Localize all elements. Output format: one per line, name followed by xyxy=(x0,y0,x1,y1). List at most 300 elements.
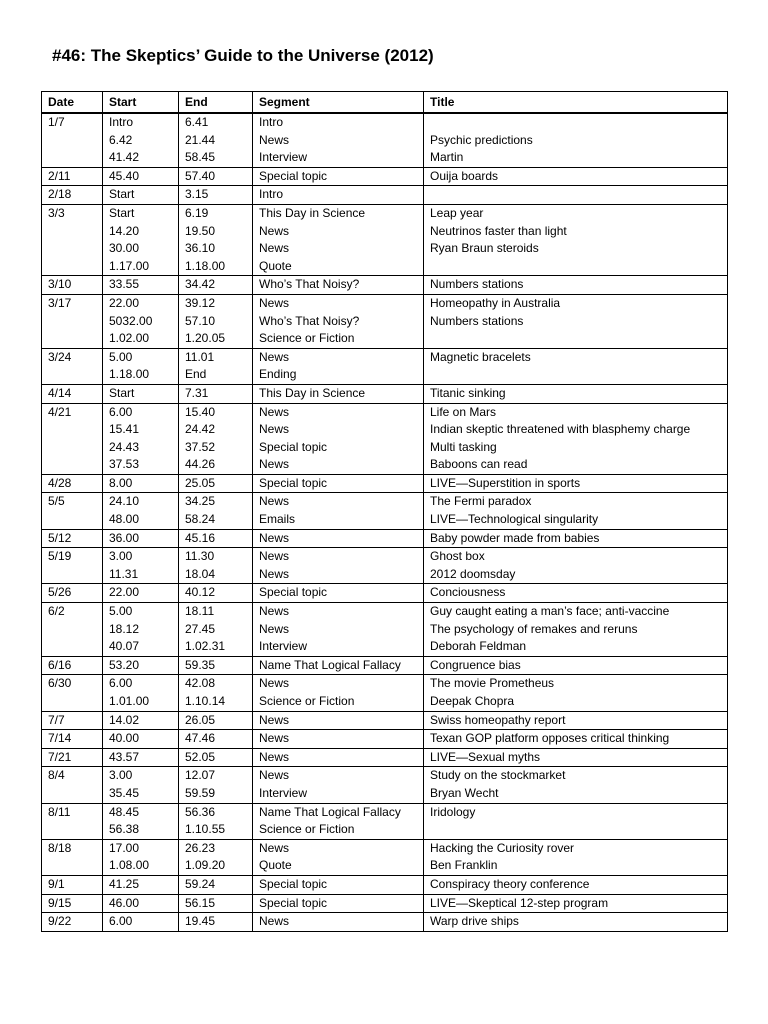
start-cell xyxy=(103,767,179,803)
segment-value: News xyxy=(259,604,290,619)
title-value xyxy=(430,330,727,348)
segment-cell xyxy=(253,348,424,384)
table-row xyxy=(42,204,728,275)
title-value: Psychic predictions xyxy=(430,132,533,147)
title-value: Life on Mars xyxy=(430,404,497,419)
title-value: LIVE—Skeptical 12-step program xyxy=(430,895,609,910)
start-cell xyxy=(103,711,179,730)
start-value: 11.31 xyxy=(109,566,139,581)
end-cell xyxy=(179,204,253,275)
start-cell xyxy=(103,548,179,584)
title-value: Titanic sinking xyxy=(430,385,506,400)
title-cell xyxy=(424,913,728,932)
title-cell xyxy=(424,656,728,675)
title-cell xyxy=(424,875,728,894)
segment-value: Name That Logical Fallacy xyxy=(259,657,401,672)
date-cell: 1/7 xyxy=(42,113,103,167)
segment-value: Science or Fiction xyxy=(259,822,355,837)
start-cell xyxy=(103,529,179,548)
segment-value: Interview xyxy=(259,785,308,800)
title-cell xyxy=(424,403,728,474)
segment-value: News xyxy=(259,749,290,764)
title-cell xyxy=(424,548,728,584)
start-cell xyxy=(103,584,179,603)
date-cell: 9/15 xyxy=(42,894,103,913)
title-value: Congruence bias xyxy=(430,657,521,672)
start-cell xyxy=(103,603,179,657)
end-cell xyxy=(179,294,253,348)
title-cell xyxy=(424,675,728,711)
start-value: 40.00 xyxy=(109,731,140,746)
table-row xyxy=(42,894,728,913)
date-cell: 8/18 xyxy=(42,839,103,875)
start-value: 3.00 xyxy=(109,549,133,564)
end-cell xyxy=(179,529,253,548)
date-cell: 9/22 xyxy=(42,913,103,932)
title-cell xyxy=(424,529,728,548)
end-value: 44.26 xyxy=(185,457,216,472)
date-cell: 4/21 xyxy=(42,403,103,474)
start-value: 1.18.00 xyxy=(109,367,150,382)
start-cell xyxy=(103,894,179,913)
title-value: Leap year xyxy=(430,205,484,220)
date-cell: 6/16 xyxy=(42,656,103,675)
segment-value: Quote xyxy=(259,258,292,273)
title-value: Hacking the Curiosity rover xyxy=(430,840,575,855)
title-cell xyxy=(424,711,728,730)
title-cell xyxy=(424,186,728,205)
segment-value: News xyxy=(259,530,290,545)
start-value: 1.17.00 xyxy=(109,258,150,273)
segment-value: Quote xyxy=(259,858,292,873)
title-value: Ryan Braun steroids xyxy=(430,241,539,256)
end-value: 42.08 xyxy=(185,676,216,691)
end-value: 58.45 xyxy=(185,150,216,165)
segment-value: Who’s That Noisy? xyxy=(259,313,360,328)
start-cell xyxy=(103,875,179,894)
segment-cell xyxy=(253,730,424,749)
title-value: The movie Prometheus xyxy=(430,676,555,691)
title-cell xyxy=(424,113,728,167)
segment-cell xyxy=(253,529,424,548)
end-value: 56.15 xyxy=(185,895,216,910)
segment-value: News xyxy=(259,549,290,564)
title-cell xyxy=(424,803,728,839)
title-cell xyxy=(424,276,728,295)
start-value: 5032.00 xyxy=(109,313,153,328)
title-value: The psychology of remakes and reruns xyxy=(430,621,638,636)
end-value: 18.11 xyxy=(185,604,215,619)
title-cell xyxy=(424,839,728,875)
start-cell xyxy=(103,403,179,474)
title-cell xyxy=(424,603,728,657)
end-cell xyxy=(179,113,253,167)
date-cell: 3/3 xyxy=(42,204,103,275)
title-value: The Fermi paradox xyxy=(430,494,532,509)
segment-cell xyxy=(253,803,424,839)
end-value: 34.25 xyxy=(185,494,216,509)
end-value: 59.35 xyxy=(185,657,216,672)
end-value: 45.16 xyxy=(185,530,216,545)
date-cell: 2/11 xyxy=(42,167,103,186)
start-value: 17.00 xyxy=(109,840,140,855)
segment-cell xyxy=(253,711,424,730)
segment-value: News xyxy=(259,494,290,509)
segment-cell xyxy=(253,493,424,529)
table-row xyxy=(42,913,728,932)
end-cell xyxy=(179,167,253,186)
start-cell xyxy=(103,493,179,529)
start-cell xyxy=(103,474,179,493)
table-row xyxy=(42,348,728,384)
end-value: End xyxy=(185,367,207,382)
table-row xyxy=(42,656,728,675)
date-cell: 4/28 xyxy=(42,474,103,493)
segment-value: Special topic xyxy=(259,876,328,891)
table-row xyxy=(42,675,728,711)
start-value: 5.00 xyxy=(109,604,133,619)
title-cell xyxy=(424,474,728,493)
end-value: 26.05 xyxy=(185,712,216,727)
end-value: 1.18.00 xyxy=(185,258,226,273)
table-row xyxy=(42,474,728,493)
start-value: 37.53 xyxy=(109,457,140,472)
table-row xyxy=(42,113,728,167)
end-value: 1.20.05 xyxy=(185,331,226,346)
date-cell: 5/26 xyxy=(42,584,103,603)
date-cell: 7/14 xyxy=(42,730,103,749)
title-cell xyxy=(424,730,728,749)
segment-value: Science or Fiction xyxy=(259,331,355,346)
segment-value: News xyxy=(259,840,290,855)
table-row xyxy=(42,294,728,348)
segment-value: News xyxy=(259,676,290,691)
column-header-title: Title xyxy=(424,92,728,114)
segment-cell xyxy=(253,839,424,875)
end-value: 36.10 xyxy=(185,241,216,256)
end-cell xyxy=(179,913,253,932)
start-value: 45.40 xyxy=(109,168,140,183)
start-cell xyxy=(103,839,179,875)
segment-value: Interview xyxy=(259,150,308,165)
end-value: 57.10 xyxy=(185,313,216,328)
episode-table xyxy=(41,91,728,932)
table-row xyxy=(42,403,728,474)
title-cell xyxy=(424,294,728,348)
segment-value: Intro xyxy=(259,115,284,129)
segment-value: News xyxy=(259,712,290,727)
end-value: 40.12 xyxy=(185,585,216,600)
end-cell xyxy=(179,474,253,493)
end-cell xyxy=(179,603,253,657)
end-cell xyxy=(179,384,253,403)
title-value: Baboons can read xyxy=(430,457,528,472)
start-cell xyxy=(103,913,179,932)
column-header-start: Start xyxy=(103,92,179,114)
title-value: Ben Franklin xyxy=(430,858,498,873)
segment-value: Name That Logical Fallacy xyxy=(259,804,401,819)
title-value: Conciousness xyxy=(430,585,506,600)
end-value: 1.02.31 xyxy=(185,639,226,654)
title-value: Deborah Feldman xyxy=(430,639,527,654)
start-cell xyxy=(103,113,179,167)
end-value: 47.46 xyxy=(185,731,216,746)
end-value: 39.12 xyxy=(185,295,216,310)
start-value: 14.02 xyxy=(109,712,140,727)
end-value: 1.10.14 xyxy=(185,694,226,708)
segment-cell xyxy=(253,894,424,913)
start-value: Start xyxy=(109,385,135,400)
start-cell xyxy=(103,730,179,749)
start-value: 40.07 xyxy=(109,639,140,654)
end-cell xyxy=(179,186,253,205)
segment-value: Special topic xyxy=(259,439,328,454)
start-value: 48.00 xyxy=(109,512,140,527)
start-cell xyxy=(103,656,179,675)
title-cell xyxy=(424,167,728,186)
start-cell xyxy=(103,186,179,205)
end-value: 19.50 xyxy=(185,223,216,238)
start-value: 1.08.00 xyxy=(109,858,150,873)
title-value: Guy caught eating a man’s face; anti-vaccine xyxy=(430,604,670,619)
column-header-end: End xyxy=(179,92,253,114)
segment-value: News xyxy=(259,566,290,581)
segment-cell xyxy=(253,403,424,474)
title-cell xyxy=(424,348,728,384)
title-cell xyxy=(424,204,728,275)
title-value: LIVE—Sexual myths xyxy=(430,749,541,764)
start-value: 36.00 xyxy=(109,530,140,545)
date-cell: 6/30 xyxy=(42,675,103,711)
end-cell xyxy=(179,839,253,875)
title-value: Ghost box xyxy=(430,549,485,564)
title-value: Ouija boards xyxy=(430,168,499,183)
title-value: LIVE—Superstition in sports xyxy=(430,475,581,490)
date-cell: 3/17 xyxy=(42,294,103,348)
start-value: 41.25 xyxy=(109,876,140,891)
end-value: 1.09.20 xyxy=(185,858,226,873)
table-row xyxy=(42,803,728,839)
title-value: Swiss homeopathy report xyxy=(430,712,566,727)
table-row xyxy=(42,529,728,548)
date-cell: 5/5 xyxy=(42,493,103,529)
title-value: Magnetic bracelets xyxy=(430,349,531,364)
table-body xyxy=(42,113,728,931)
segment-value: News xyxy=(259,132,290,147)
segment-value: Interview xyxy=(259,639,308,654)
end-value: 59.59 xyxy=(185,785,216,800)
table-row xyxy=(42,875,728,894)
segment-cell xyxy=(253,675,424,711)
table-row xyxy=(42,584,728,603)
table-row xyxy=(42,711,728,730)
end-cell xyxy=(179,803,253,839)
end-value: 21.44 xyxy=(185,132,216,147)
start-value: 35.45 xyxy=(109,785,140,800)
start-value: 41.42 xyxy=(109,150,140,165)
column-header-date: Date xyxy=(42,92,103,114)
title-value: Warp drive ships xyxy=(430,914,519,929)
start-cell xyxy=(103,276,179,295)
table-row xyxy=(42,384,728,403)
segment-value: Intro xyxy=(259,187,284,202)
start-value: 6.00 xyxy=(109,914,133,929)
end-cell xyxy=(179,584,253,603)
segment-cell xyxy=(253,167,424,186)
date-cell: 9/1 xyxy=(42,875,103,894)
title-value: Multi tasking xyxy=(430,439,497,454)
start-value: 43.57 xyxy=(109,749,140,764)
date-cell: 5/19 xyxy=(42,548,103,584)
start-value: Start xyxy=(109,205,135,220)
end-cell xyxy=(179,875,253,894)
start-value: Intro xyxy=(109,115,134,129)
date-cell: 7/7 xyxy=(42,711,103,730)
end-value: 18.04 xyxy=(185,566,216,581)
end-value: 12.07 xyxy=(185,768,216,783)
title-value: Numbers stations xyxy=(430,313,524,328)
title-value: LIVE—Technological singularity xyxy=(430,512,599,527)
segment-cell xyxy=(253,113,424,167)
date-cell: 8/4 xyxy=(42,767,103,803)
segment-cell xyxy=(253,584,424,603)
date-cell: 4/14 xyxy=(42,384,103,403)
header-row xyxy=(42,92,728,114)
segment-cell xyxy=(253,875,424,894)
start-cell xyxy=(103,294,179,348)
page-title: #46: The Skeptics’ Guide to the Universe (2012) xyxy=(52,46,434,65)
title-value: Indian skeptic threatened with blasphemy charge xyxy=(430,422,691,437)
title-value xyxy=(430,114,727,132)
end-cell xyxy=(179,711,253,730)
end-value: 52.05 xyxy=(185,749,216,764)
end-cell xyxy=(179,730,253,749)
end-cell xyxy=(179,548,253,584)
end-value: 59.24 xyxy=(185,876,216,891)
end-value: 26.23 xyxy=(185,840,216,855)
start-value: 48.45 xyxy=(109,804,140,819)
segment-value: Who’s That Noisy? xyxy=(259,277,360,292)
segment-cell xyxy=(253,384,424,403)
end-cell xyxy=(179,675,253,711)
title-cell xyxy=(424,894,728,913)
title-value: Conspiracy theory conference xyxy=(430,876,590,891)
start-value: 6.42 xyxy=(109,132,133,147)
segment-value: News xyxy=(259,422,290,437)
start-cell xyxy=(103,803,179,839)
start-value: 3.00 xyxy=(109,768,133,783)
start-value: 30.00 xyxy=(109,241,140,256)
segment-value: News xyxy=(259,295,290,310)
title-value: Homeopathy in Australia xyxy=(430,295,561,310)
end-value: 56.36 xyxy=(185,804,216,819)
date-cell: 5/12 xyxy=(42,529,103,548)
segment-value: Ending xyxy=(259,367,297,382)
start-value: 6.00 xyxy=(109,404,133,419)
segment-value: Special topic xyxy=(259,895,328,910)
segment-value: News xyxy=(259,768,290,783)
start-value: 24.43 xyxy=(109,439,140,454)
start-value: 5.00 xyxy=(109,349,133,364)
title-value xyxy=(430,258,727,276)
title-value: Study on the stockmarket xyxy=(430,768,566,783)
title-value xyxy=(430,821,727,839)
segment-value: News xyxy=(259,457,290,472)
title-value xyxy=(430,186,727,204)
end-cell xyxy=(179,348,253,384)
title-cell xyxy=(424,767,728,803)
start-value: 6.00 xyxy=(109,676,133,691)
end-cell xyxy=(179,403,253,474)
end-value: 11.30 xyxy=(185,549,215,564)
segment-cell xyxy=(253,548,424,584)
start-cell xyxy=(103,384,179,403)
table-row xyxy=(42,767,728,803)
segment-cell xyxy=(253,767,424,803)
table-row xyxy=(42,167,728,186)
end-value: 25.05 xyxy=(185,475,216,490)
segment-value: News xyxy=(259,731,290,746)
end-value: 6.19 xyxy=(185,205,209,220)
segment-value: News xyxy=(259,914,290,929)
start-cell xyxy=(103,204,179,275)
title-value: Baby powder made from babies xyxy=(430,530,600,545)
table-row xyxy=(42,276,728,295)
end-value: 15.40 xyxy=(185,404,216,419)
segment-cell xyxy=(253,913,424,932)
start-value: 53.20 xyxy=(109,657,140,672)
segment-value: This Day in Science xyxy=(259,385,366,400)
segment-value: Special topic xyxy=(259,475,328,490)
start-value: 8.00 xyxy=(109,475,133,490)
end-value: 57.40 xyxy=(185,168,216,183)
start-value: Start xyxy=(109,187,135,202)
table-row xyxy=(42,603,728,657)
start-value: 46.00 xyxy=(109,895,140,910)
segment-cell xyxy=(253,276,424,295)
title-value: Martin xyxy=(430,150,464,165)
segment-value: Special topic xyxy=(259,168,328,183)
end-value: 37.52 xyxy=(185,439,216,454)
table-row xyxy=(42,748,728,767)
end-value: 34.42 xyxy=(185,277,216,292)
end-value: 7.31 xyxy=(185,385,209,400)
end-value: 11.01 xyxy=(185,349,215,364)
date-cell: 3/10 xyxy=(42,276,103,295)
end-value: 19.45 xyxy=(185,914,216,929)
title-value: Bryan Wecht xyxy=(430,785,499,800)
title-value: Deepak Chopra xyxy=(430,694,515,708)
segment-cell xyxy=(253,294,424,348)
segment-value: Science or Fiction xyxy=(259,694,355,708)
table-row xyxy=(42,548,728,584)
title-cell xyxy=(424,493,728,529)
end-cell xyxy=(179,656,253,675)
column-header-segment: Segment xyxy=(253,92,424,114)
segment-cell xyxy=(253,204,424,275)
end-cell xyxy=(179,493,253,529)
title-value: Iridology xyxy=(430,804,476,819)
title-cell xyxy=(424,748,728,767)
segment-cell xyxy=(253,748,424,767)
table-row xyxy=(42,493,728,529)
date-cell: 2/18 xyxy=(42,186,103,205)
start-value: 22.00 xyxy=(109,295,140,310)
title-value: Numbers stations xyxy=(430,277,524,292)
start-value: 18.12 xyxy=(109,621,140,636)
title-cell xyxy=(424,384,728,403)
start-value: 33.55 xyxy=(109,277,140,292)
